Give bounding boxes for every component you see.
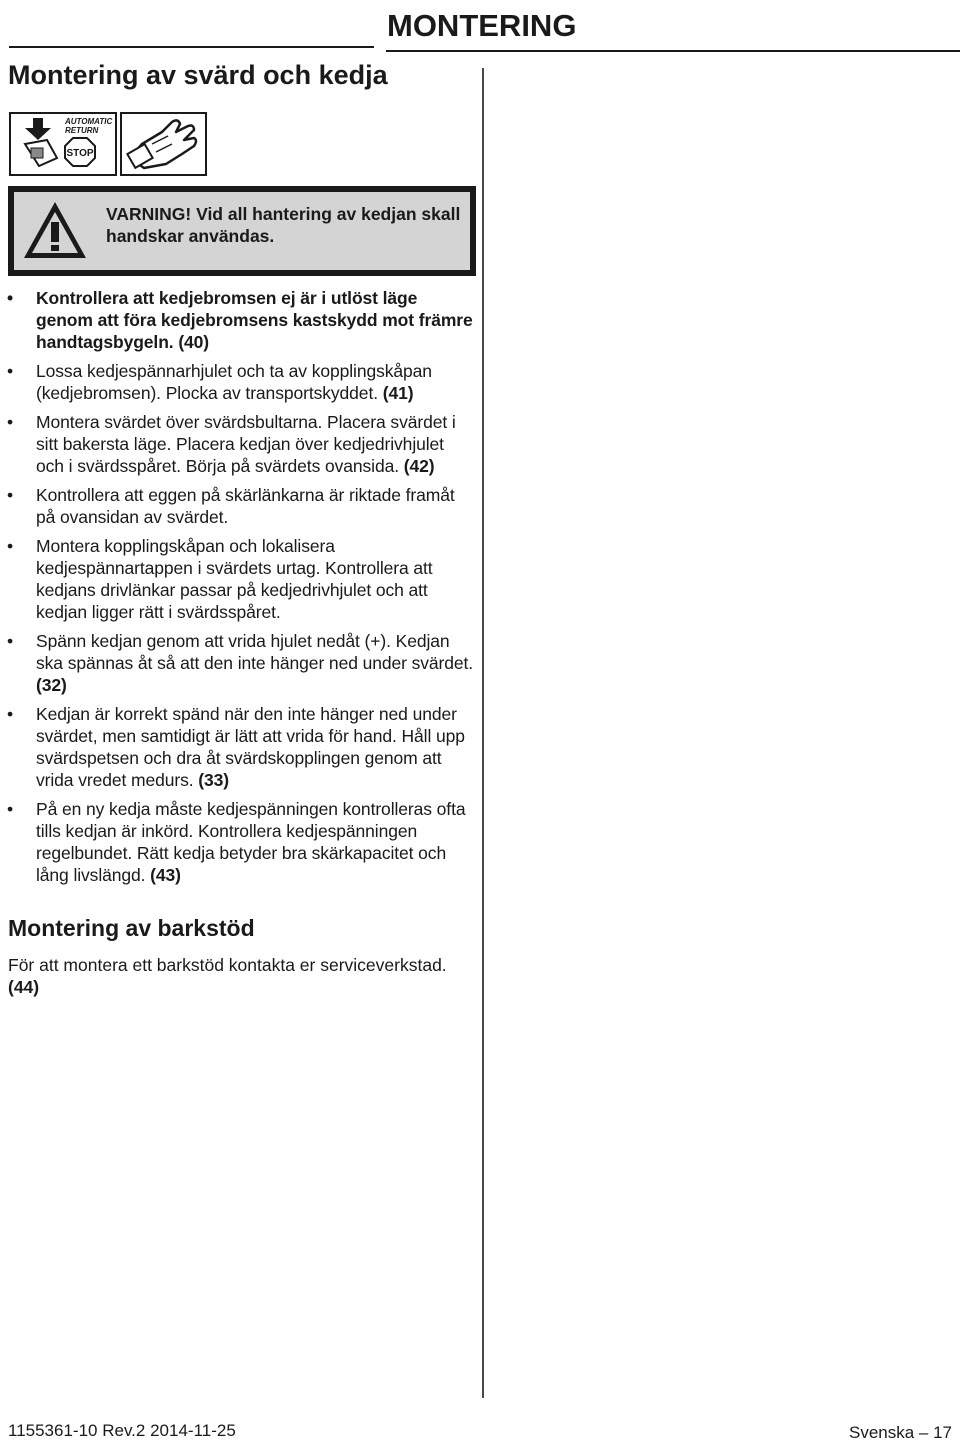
list-item: • Spänn kedjan genom att vrida hjulet nedåt (+). Kedjan ska spännas åt så att den inte hänger ned under svärdet. (32)	[7, 631, 474, 695]
barkstod-text: För att montera ett barkstöd kontakta er serviceverkstad. (44)	[8, 955, 447, 997]
stop-label: STOP	[66, 148, 94, 159]
warning-text: VARNING! Vid all hantering av kedjan skall handskar användas.	[106, 204, 461, 246]
list-item: • Kontrollera att kedjebromsen ej är i utlöst läge genom att föra kedjebromsens kastskydd mot främre handtagsbygeln. (40)	[7, 288, 473, 352]
automatic-label: AUTOMATIC	[65, 117, 113, 126]
list-item: • På en ny kedja måste kedjespänningen kontrolleras ofta tills kedjan är inkörd. Kontrollera kedjespänningen regelbundet. Rätt kedja betyder bra skärkapacitet och lång livslängd. (43)	[7, 799, 466, 885]
header-rule-right	[386, 50, 960, 52]
protective-glove-icon	[120, 112, 207, 176]
return-label: RETURN	[65, 126, 99, 135]
list-item: • Kontrollera att eggen på skärlänkarna är riktade framåt på ovansidan av svärdet.	[7, 485, 455, 527]
list-item: • Montera kopplingskåpan och lokalisera kedjespännartappen i svärdets urtag. Kontrollera att kedjans drivlänkar passar på kedjedrivhjulet och att kedjan ligger rätt i svärdsspåret.	[7, 536, 433, 622]
page-title: Montering av svärd och kedja	[8, 60, 388, 90]
footer-page-label: Svenska – 17	[848, 1423, 952, 1442]
barkstod-heading: Montering av barkstöd	[8, 915, 255, 941]
column-divider	[482, 68, 484, 1398]
warning-triangle-icon	[22, 200, 88, 262]
steps-list	[0, 287, 474, 893]
automatic-return-stop-icon	[9, 112, 117, 176]
list-item: • Montera svärdet över svärdsbultarna. Placera svärdet i sitt bakersta läge. Placera kedjan över kedjedrivhjulet och i svärdsspåret. Börja på svärdets ovansida. (42)	[7, 412, 456, 476]
list-item: • Lossa kedjespännarhjulet och ta av kopplingskåpan (kedjebromsen). Plocka av transportskyddet. (41)	[7, 361, 432, 403]
warning-box	[8, 186, 476, 276]
list-item: • Kedjan är korrekt spänd när den inte hänger ned under svärdet, men samtidigt är lätt att vrida för hand. Håll upp svärdspetsen och dra åt svärdskopplingen genom att vrida vredet medurs. (33)	[7, 704, 465, 790]
section-title: MONTERING	[387, 8, 577, 43]
header-rule-left	[9, 46, 374, 48]
footer-doc-id: 1155361-10 Rev.2 2014-11-25	[8, 1421, 236, 1440]
